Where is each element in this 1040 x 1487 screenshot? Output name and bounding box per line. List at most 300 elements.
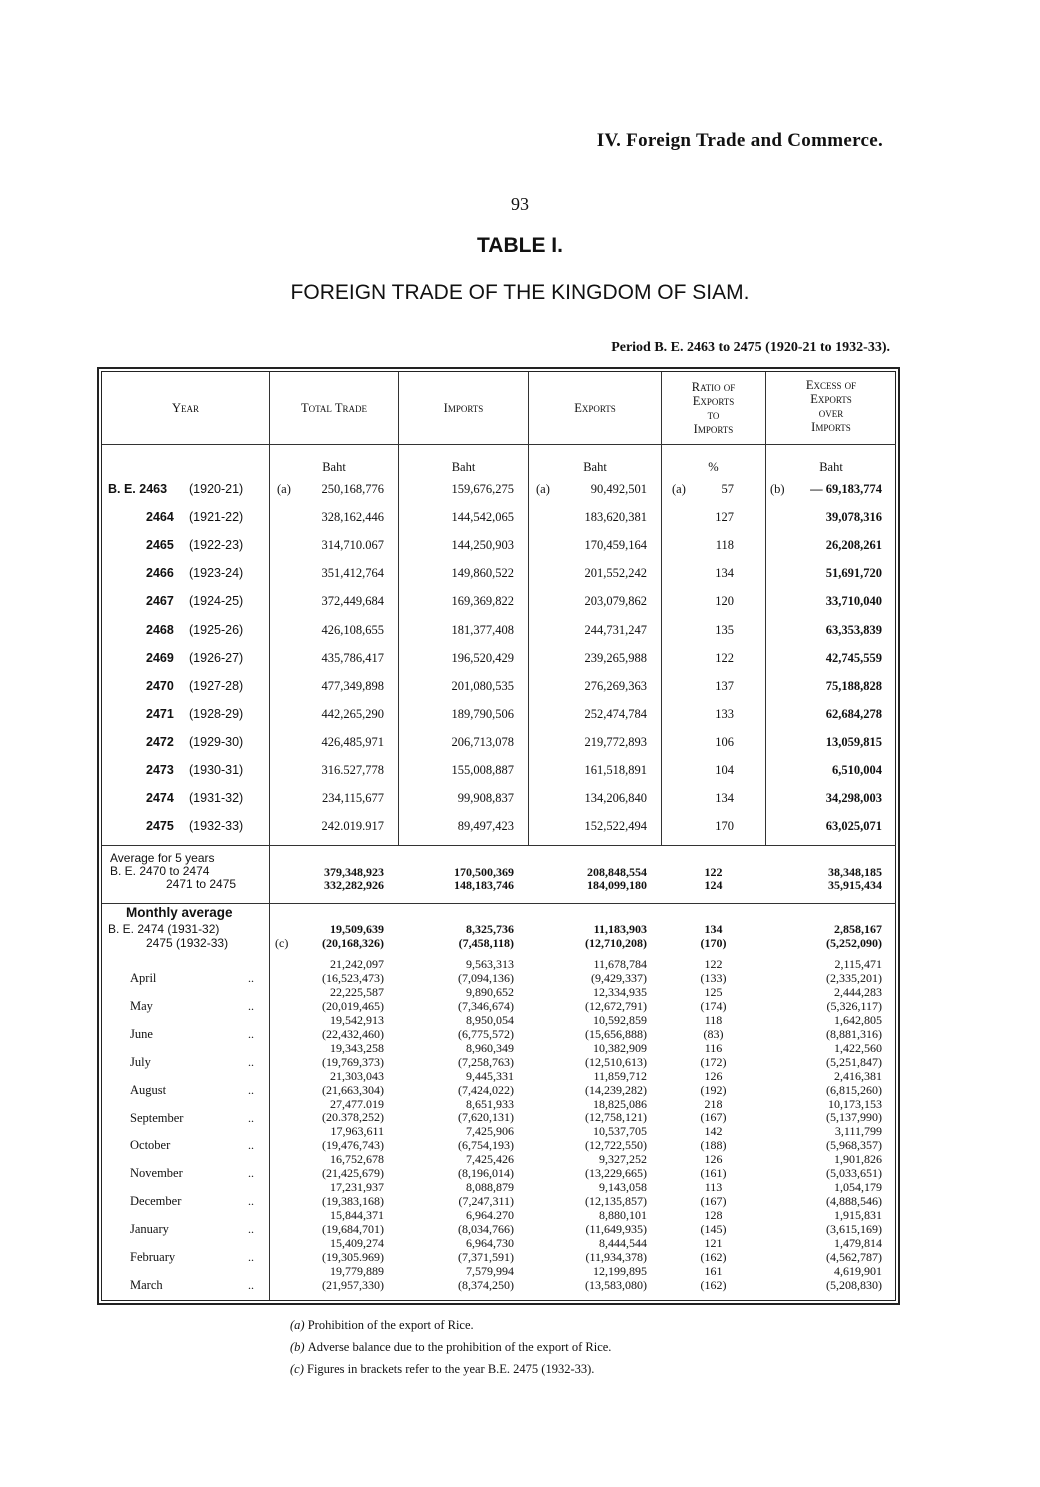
month-imports: (7,094,136)	[458, 971, 514, 985]
month-exports: (13,229,665)	[585, 1166, 647, 1180]
month-exports: 11,859,712	[593, 1069, 647, 1083]
month-imports: 7,579,994	[466, 1264, 514, 1278]
row-period: (1926-27)	[189, 651, 244, 665]
month-imports: 9,563,313	[466, 957, 514, 971]
unit-imports: Baht	[451, 460, 476, 474]
month-ratio: 126	[704, 1069, 723, 1083]
row-year: 2474	[146, 791, 174, 805]
unit-exports: Baht	[583, 460, 607, 474]
month-exports: 10,592,859	[593, 1013, 647, 1027]
month-imports: 6,964,730	[466, 1236, 514, 1250]
row-excess: — 69,183,774	[810, 482, 882, 496]
row-period: (1923-24)	[189, 566, 244, 580]
average-label-1: Average for 5 years	[110, 851, 215, 865]
row-period: (1928-29)	[189, 707, 244, 721]
row-ratio: 104	[715, 763, 734, 777]
row-ratio: 127	[715, 510, 734, 524]
row-exports: 203,079,862	[584, 594, 647, 608]
month-ratio: 122	[704, 957, 723, 971]
footnote	[290, 1340, 611, 1355]
table-subtitle: FOREIGN TRADE OF THE KINGDOM OF SIAM.	[290, 281, 750, 304]
month-exports: 8,880,101	[599, 1208, 647, 1222]
row-ratio: 134	[715, 791, 734, 805]
month-excess: 1,901,826	[834, 1152, 882, 1166]
monthly-average-excess: 2,858,167	[834, 922, 882, 936]
month-total: 19,343,258	[330, 1041, 384, 1055]
month-total: (19,305.969)	[322, 1250, 384, 1264]
month-total: (20,019,465)	[322, 999, 384, 1013]
month-total: 15,844,371	[330, 1208, 384, 1222]
row-year: 2471	[146, 707, 174, 721]
row-excess: 42,745,559	[825, 651, 882, 665]
month-dots: ..	[248, 1222, 254, 1236]
month-imports: (8,374,250)	[458, 1278, 514, 1292]
month-excess: 2,416,381	[834, 1069, 882, 1083]
month-total: (22,432,460)	[322, 1027, 384, 1041]
month-imports: 9,445,331	[466, 1069, 514, 1083]
average-exports: 208,848,554	[587, 865, 647, 879]
month-excess: (6,815,260)	[826, 1083, 882, 1097]
month-imports: 8,950,054	[466, 1013, 514, 1027]
row-total: 242.019.917	[321, 819, 384, 833]
month-ratio: (167)	[700, 1194, 727, 1208]
month-total: (16,523,473)	[322, 971, 384, 985]
month-exports: 11,678,784	[593, 957, 647, 971]
row-exports: 244,731,247	[584, 623, 647, 637]
month-excess: (4,562,787)	[826, 1250, 882, 1264]
month-total: (19,684,701)	[322, 1222, 384, 1236]
month-ratio: 128	[704, 1208, 723, 1222]
row-period: (1921-22)	[189, 510, 244, 524]
header-ratio-line: Imports	[693, 422, 734, 436]
row-excess: 75,188,828	[825, 679, 882, 693]
month-ratio: 121	[704, 1236, 723, 1250]
average-total: 332,282,926	[324, 878, 384, 892]
table-title: TABLE I.	[477, 234, 563, 257]
month-excess: 2,115,471	[834, 957, 882, 971]
row-period: (1924-25)	[189, 594, 244, 608]
month-exports: (9,429,337)	[591, 971, 647, 985]
month-ratio: 118	[704, 1013, 723, 1027]
month-ratio: 125	[704, 985, 723, 999]
month-dots: ..	[248, 1194, 254, 1208]
month-name: December	[130, 1194, 182, 1208]
month-exports: (12,758,121)	[585, 1110, 647, 1124]
footnote-text: Adverse balance due to the prohibition of the export of Rice.	[307, 1340, 612, 1354]
month-exports: (12,722,550)	[585, 1138, 647, 1152]
month-dots: ..	[248, 1111, 254, 1125]
row-total: 442,265,290	[321, 707, 384, 721]
month-excess: (2,335,201)	[826, 971, 882, 985]
footnote-text: Prohibition of the export of Rice.	[307, 1318, 474, 1332]
month-total: 21,303,043	[330, 1069, 384, 1083]
month-total: 17,231,937	[330, 1180, 384, 1194]
month-ratio: (188)	[700, 1138, 727, 1152]
month-imports: (7,371,591)	[458, 1250, 514, 1264]
footnote-mark: (c)	[290, 1362, 307, 1376]
header-excess-line: Imports	[811, 420, 851, 434]
month-ratio: (133)	[700, 971, 727, 985]
section-rule	[102, 903, 896, 904]
row-imports: 189,790,506	[451, 707, 514, 721]
row-imports: 155,008,887	[451, 763, 514, 777]
month-dots: ..	[248, 1055, 254, 1069]
header-rule	[102, 444, 896, 445]
month-ratio: (167)	[700, 1110, 727, 1124]
month-imports: 7,425,906	[466, 1124, 514, 1138]
month-imports: (7,258,763)	[458, 1055, 514, 1069]
row-year: 2473	[146, 763, 174, 777]
unit-excess: Baht	[819, 460, 843, 474]
month-name: August	[130, 1083, 167, 1097]
month-exports: 8,444,544	[599, 1236, 647, 1250]
month-total: (19,476,743)	[322, 1138, 384, 1152]
average-label-3: 2471 to 2475	[166, 877, 237, 891]
row-excess: 34,298,003	[825, 791, 882, 805]
month-name: October	[130, 1138, 171, 1152]
month-ratio: 161	[704, 1264, 723, 1278]
month-imports: (6,775,572)	[458, 1027, 514, 1041]
row-year: 2467	[146, 594, 174, 608]
row-excess: 39,078,316	[825, 510, 882, 524]
row-period: (1927-28)	[189, 679, 244, 693]
month-excess: (5,137,990)	[826, 1110, 882, 1124]
footnote-mark: (a)	[290, 1318, 308, 1332]
month-excess: 3,111,799	[834, 1124, 882, 1138]
row-year: B. E. 2463	[108, 482, 168, 496]
month-imports: 8,651,933	[466, 1097, 514, 1111]
month-exports: (14,239,282)	[585, 1083, 647, 1097]
row-period: (1922-23)	[189, 538, 244, 552]
month-total: 19,779,889	[330, 1264, 384, 1278]
month-excess: 1,479,814	[834, 1236, 882, 1250]
month-total: 22,225,587	[330, 985, 384, 999]
unit-total-trade: Baht	[322, 460, 346, 474]
monthly-total-note: (c)	[275, 936, 289, 950]
row-imports: 169,369,822	[451, 594, 514, 608]
month-excess: (5,326,117)	[826, 999, 882, 1013]
header-ratio	[662, 380, 765, 436]
month-name: February	[130, 1250, 176, 1264]
row-exports: 219,772,893	[584, 735, 647, 749]
month-dots: ..	[248, 1250, 254, 1264]
row-period: (1920-21)	[189, 482, 244, 496]
row-year: 2466	[146, 566, 174, 580]
row-total: 426,108,655	[321, 623, 384, 637]
month-excess: 4,619,901	[834, 1264, 882, 1278]
footnote	[290, 1318, 474, 1333]
header-excess-line: over	[818, 406, 844, 420]
header-ratio-line: Exports	[692, 394, 735, 408]
row-ratio: 118	[715, 538, 734, 552]
row-period: (1925-26)	[189, 623, 244, 637]
month-total: (19,383,168)	[322, 1194, 384, 1208]
row-year: 2469	[146, 651, 174, 665]
row-exports: 161,518,891	[584, 763, 647, 777]
row-imports: 144,542,065	[451, 510, 514, 524]
month-name: April	[130, 971, 157, 985]
month-exports: 12,334,935	[593, 985, 647, 999]
month-total: (20.378,252)	[322, 1110, 384, 1124]
month-exports: (11,934,378)	[585, 1250, 647, 1264]
row-exports: 152,522,494	[584, 819, 647, 833]
row-exports: 90,492,501	[590, 482, 647, 496]
section-rule	[102, 845, 896, 846]
month-ratio: (174)	[700, 999, 727, 1013]
row-ratio: 106	[715, 735, 734, 749]
month-imports: (6,754,193)	[458, 1138, 514, 1152]
month-imports: 6,964.270	[466, 1208, 514, 1222]
month-total: 16,752,678	[330, 1152, 384, 1166]
page-number: 93	[511, 194, 529, 214]
row-ratio: 133	[715, 707, 734, 721]
month-imports: (8,034,766)	[458, 1222, 514, 1236]
monthly-average-imports: 8,325,736	[466, 922, 514, 936]
month-imports: 7,425,426	[466, 1152, 514, 1166]
month-excess: (3,615,169)	[826, 1222, 882, 1236]
row-total: 328,162,446	[321, 510, 384, 524]
month-excess: 1,915,831	[834, 1208, 882, 1222]
row-imports: 149,860,522	[451, 566, 514, 580]
row-imports: 99,908,837	[457, 791, 514, 805]
average-excess: 35,915,434	[828, 878, 882, 892]
month-name: September	[130, 1111, 184, 1125]
row-note: (b)	[770, 482, 785, 496]
month-exports: (11,649,935)	[585, 1222, 647, 1236]
monthly-average-exports: 11,183,903	[593, 922, 647, 936]
row-year: 2464	[146, 510, 174, 524]
row-excess: 62,684,278	[825, 707, 882, 721]
header-excess	[766, 378, 896, 434]
month-imports: (7,620,131)	[458, 1110, 514, 1124]
row-year: 2475	[146, 819, 174, 833]
month-ratio: 126	[704, 1152, 723, 1166]
month-exports: (15,656,888)	[585, 1027, 647, 1041]
row-excess: 13,059,815	[825, 735, 882, 749]
month-ratio: (161)	[700, 1166, 727, 1180]
row-exports: 183,620,381	[584, 510, 647, 524]
row-excess: 26,208,261	[825, 538, 882, 552]
month-dots: ..	[248, 1278, 254, 1292]
month-ratio: (162)	[700, 1250, 727, 1264]
month-exports: 10,382,909	[593, 1041, 647, 1055]
month-total: (21,663,304)	[322, 1083, 384, 1097]
month-imports: 9,890,652	[466, 985, 514, 999]
month-excess: 10,173,153	[828, 1097, 882, 1111]
row-note: (a)	[536, 482, 550, 496]
row-total: 351,412,764	[321, 566, 384, 580]
footnote-mark: (b)	[290, 1340, 308, 1354]
header-year: Year	[171, 401, 200, 415]
monthly-average-ratio: (170)	[700, 936, 727, 950]
month-total: (21,957,330)	[322, 1278, 384, 1292]
row-period: (1929-30)	[189, 735, 244, 749]
row-imports: 89,497,423	[457, 819, 514, 833]
average-ratio: 124	[704, 878, 723, 892]
month-exports: (12,510,613)	[585, 1055, 647, 1069]
month-dots: ..	[248, 1027, 254, 1041]
row-excess: 63,353,839	[825, 623, 882, 637]
month-total: 17,963,611	[330, 1124, 384, 1138]
month-excess: (5,033,651)	[826, 1166, 882, 1180]
month-exports: 10,537,705	[593, 1124, 647, 1138]
row-year: 2470	[146, 679, 174, 693]
row-ratio: 122	[715, 651, 734, 665]
month-name: March	[130, 1278, 163, 1292]
month-excess: (5,251,847)	[826, 1055, 882, 1069]
row-exports: 170,459,164	[584, 538, 647, 552]
monthly-average-total: (20,168,326)	[322, 936, 384, 950]
average-total: 379,348,923	[324, 865, 384, 879]
monthly-average-label-1: B. E. 2474 (1931-32)	[108, 922, 220, 936]
row-exports: 276,269,363	[584, 679, 647, 693]
month-ratio: (83)	[703, 1027, 724, 1041]
month-name: June	[130, 1027, 153, 1041]
period-line: Period B. E. 2463 to 2475 (1920-21 to 1932-33).	[611, 340, 890, 355]
row-ratio: 134	[715, 566, 734, 580]
row-note: (a)	[672, 482, 686, 496]
month-imports: (7,346,674)	[458, 999, 514, 1013]
row-ratio: 137	[715, 679, 734, 693]
month-total: 15,409,274	[330, 1236, 384, 1250]
monthly-average-total: 19,509,639	[330, 922, 384, 936]
month-name: July	[130, 1055, 151, 1069]
row-excess: 63,025,071	[825, 819, 882, 833]
month-ratio: (192)	[700, 1083, 727, 1097]
month-ratio: 218	[704, 1097, 723, 1111]
monthly-average-label-2: 2475 (1932-33)	[146, 936, 229, 950]
month-total: 27,477.019	[330, 1097, 384, 1111]
row-year: 2468	[146, 623, 174, 637]
row-excess: 51,691,720	[825, 566, 882, 580]
row-total: 250,168,776	[321, 482, 384, 496]
row-exports: 134,206,840	[584, 791, 647, 805]
month-excess: (5,968,357)	[826, 1138, 882, 1152]
unit-ratio: %	[708, 460, 719, 474]
month-ratio: 113	[704, 1180, 723, 1194]
month-exports: (12,135,857)	[585, 1194, 647, 1208]
month-excess: (8,881,316)	[826, 1027, 882, 1041]
footnote-text: Figures in brackets refer to the year B.E. 2475 (1932-33).	[307, 1362, 595, 1376]
month-excess: 2,444,283	[834, 985, 882, 999]
row-year: 2472	[146, 735, 174, 749]
month-total: (21,425,679)	[322, 1166, 384, 1180]
month-ratio: (172)	[700, 1055, 727, 1069]
month-total: (19,769,373)	[322, 1055, 384, 1069]
monthly-average-exports: (12,710,208)	[585, 936, 647, 950]
month-exports: 12,199,895	[593, 1264, 647, 1278]
month-dots: ..	[248, 999, 254, 1013]
monthly-average-excess: (5,252,090)	[826, 936, 882, 950]
row-period: (1932-33)	[189, 819, 244, 833]
row-exports: 201,552,242	[584, 566, 647, 580]
header-exports: Exports	[574, 401, 616, 415]
month-imports: (7,247,311)	[458, 1194, 514, 1208]
monthly-average-imports: (7,458,118)	[458, 936, 514, 950]
month-exports: (12,672,791)	[585, 999, 647, 1013]
average-excess: 38,348,185	[828, 865, 882, 879]
month-name: November	[130, 1166, 183, 1180]
row-ratio: 170	[715, 819, 734, 833]
month-excess: 1,054,179	[834, 1180, 882, 1194]
row-total: 426,485,971	[321, 735, 384, 749]
month-dots: ..	[248, 1138, 254, 1152]
month-ratio: (145)	[700, 1222, 727, 1236]
row-ratio: 120	[715, 594, 734, 608]
header-total-trade: Total Trade	[301, 401, 367, 415]
row-total: 316.527,778	[321, 763, 384, 777]
average-imports: 170,500,369	[454, 865, 514, 879]
header-excess-line: Exports	[810, 392, 852, 406]
row-imports: 144,250,903	[451, 538, 514, 552]
month-imports: (8,196,014)	[458, 1166, 514, 1180]
row-excess: 6,510,004	[832, 763, 882, 777]
month-excess: (4,888,546)	[826, 1194, 882, 1208]
month-imports: (7,424,022)	[458, 1083, 514, 1097]
average-imports: 148,183,746	[454, 878, 514, 892]
month-ratio: (162)	[700, 1278, 727, 1292]
row-excess: 33,710,040	[825, 594, 882, 608]
month-dots: ..	[248, 971, 254, 985]
row-period: (1931-32)	[189, 791, 244, 805]
header-imports: Imports	[443, 401, 484, 415]
row-total: 234,115,677	[321, 791, 384, 805]
month-excess: 1,642,805	[834, 1013, 882, 1027]
row-total: 314,710.067	[321, 538, 384, 552]
month-excess: 1,422,560	[834, 1041, 882, 1055]
month-dots: ..	[248, 1083, 254, 1097]
row-ratio: 135	[715, 623, 734, 637]
row-imports: 206,713,078	[451, 735, 514, 749]
month-exports: 9,327,252	[599, 1152, 647, 1166]
month-exports: 9,143,058	[599, 1180, 647, 1194]
row-imports: 201,080,535	[451, 679, 514, 693]
month-excess: (5,208,830)	[826, 1278, 882, 1292]
row-total: 435,786,417	[321, 651, 384, 665]
header-excess-line: Excess of	[805, 378, 857, 392]
header-ratio-line: to	[707, 408, 720, 422]
footnote	[290, 1362, 594, 1377]
row-exports: 239,265,988	[584, 651, 647, 665]
month-ratio: 142	[704, 1124, 723, 1138]
header-ratio-line: Ratio of	[691, 380, 736, 394]
row-exports: 252,474,784	[584, 707, 647, 721]
month-total: 19,542,913	[330, 1013, 384, 1027]
row-note: (a)	[277, 482, 291, 496]
month-dots: ..	[248, 1166, 254, 1180]
monthly-average-ratio: 134	[704, 922, 723, 936]
month-exports: 18,825,086	[593, 1097, 647, 1111]
average-exports: 184,099,180	[587, 878, 647, 892]
row-period: (1930-31)	[189, 763, 244, 777]
month-exports: (13,583,080)	[585, 1278, 647, 1292]
row-year: 2465	[146, 538, 174, 552]
section-heading: IV. Foreign Trade and Commerce.	[596, 130, 883, 151]
month-imports: 8,960,349	[466, 1041, 514, 1055]
month-total: 21,242,097	[330, 957, 384, 971]
average-label-2: B. E. 2470 to 2474	[110, 864, 210, 878]
row-total: 477,349,898	[321, 679, 384, 693]
month-name: January	[130, 1222, 169, 1236]
row-total: 372,449,684	[321, 594, 384, 608]
row-imports: 159,676,275	[451, 482, 514, 496]
row-imports: 196,520,429	[451, 651, 514, 665]
month-imports: 8,088,879	[466, 1180, 514, 1194]
month-ratio: 116	[704, 1041, 723, 1055]
month-name: May	[130, 999, 153, 1013]
average-ratio: 122	[704, 865, 723, 879]
monthly-average-heading: Monthly average	[126, 905, 233, 920]
